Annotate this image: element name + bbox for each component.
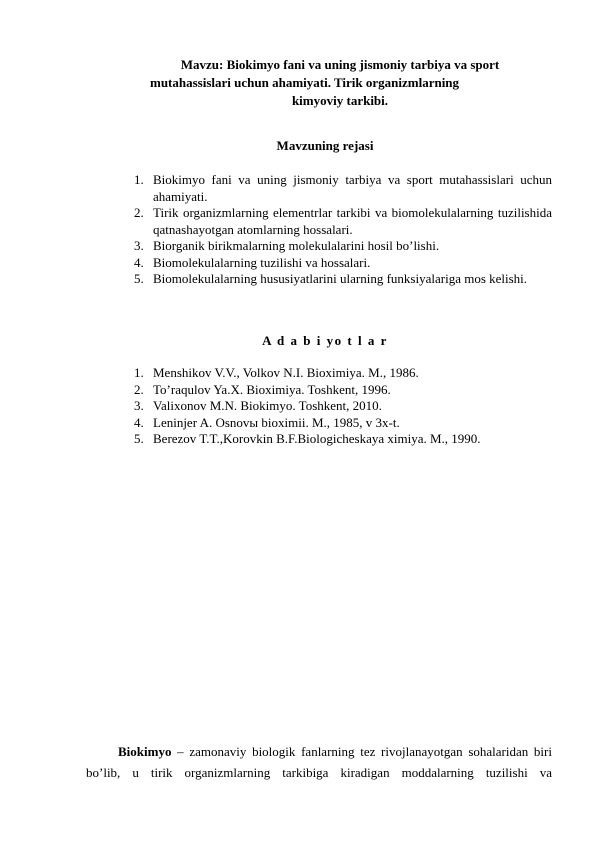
plan-item	[128, 255, 552, 272]
reference-item	[128, 382, 552, 399]
reference-item	[128, 431, 552, 448]
plan-item-number: 4.	[134, 254, 144, 270]
title-line-3: kimyoviy tarkibi.	[291, 93, 389, 108]
reference-item	[128, 365, 552, 382]
plan-item-text: Biokimyo fani va uning jismoniy tarbiya va sport mutahassislari uchun ahamiyati.	[153, 172, 552, 204]
title-line-2: mutahassislari uchun ahamiyati. Tirik organizmlarning	[150, 75, 460, 90]
plan-item	[128, 238, 552, 255]
reference-item	[128, 398, 552, 415]
reference-item-number: 1.	[134, 365, 144, 380]
plan-item-number: 5.	[134, 271, 144, 286]
intro-term: Biokimyo	[118, 744, 172, 759]
intro-text: – zamonaviy biologik fanlarning tez rivojlanayotgan sohalaridan biri bo’lib, u tirik organizmlarning tarkibiga kiradigan moddalarning tuzilishi va	[86, 744, 552, 780]
reference-item-text: Valixonov M.N. Biokimyo. Toshkent, 2010.	[153, 398, 382, 413]
reference-item-text: Leninjer A. Osnovы bioximii. M., 1985, v 3x-t.	[153, 414, 400, 430]
plan-item	[128, 271, 552, 288]
plan-item-text: Biomolekulalarning tuzilishi va hossalari.	[153, 254, 371, 270]
references-heading: A d a b i yo t l a r	[262, 333, 388, 348]
plan-item-number: 2.	[134, 205, 144, 220]
reference-item-number: 2.	[134, 381, 144, 397]
reference-item	[128, 415, 552, 432]
plan-item-text: Biomolekulalarning hususiyatlarini ularning funksiyalariga mos kelishi.	[153, 271, 528, 286]
plan-item	[128, 172, 552, 205]
plan-item-number: 1.	[134, 172, 144, 187]
references-list	[128, 365, 552, 448]
intro-paragraph	[86, 741, 552, 783]
reference-item-number: 4.	[134, 414, 144, 430]
reference-item-text: Berezov T.T.,Korovkin B.F.Biologicheskaya ximiya. M., 1990.	[153, 431, 481, 446]
plan-item-number: 3.	[134, 238, 144, 253]
document-title	[140, 56, 540, 110]
plan-item-text: Tirik organizmlarning elementrlar tarkibi va biomolekulalarning tuzilishida qatnashayotgan atomlarning hossalari.	[153, 205, 552, 237]
reference-item-number: 3.	[134, 398, 144, 413]
plan-item-text: Biorganik birikmalarning molekulalarini hosil bo’lishi.	[153, 238, 440, 253]
plan-item	[128, 205, 552, 238]
plan-list	[128, 172, 552, 288]
title-line-1: Mavzu: Biokimyo fani va uning jismoniy tarbiya va sport	[180, 57, 500, 72]
reference-item-number: 5.	[134, 431, 144, 446]
reference-item-text: Menshikov V.V., Volkov N.I. Bioximiya. M., 1986.	[153, 365, 419, 380]
reference-item-text: To’raqulov Ya.X. Bioximiya. Toshkent, 1996.	[153, 381, 391, 397]
plan-heading: Mavzuning rejasi	[276, 138, 374, 153]
